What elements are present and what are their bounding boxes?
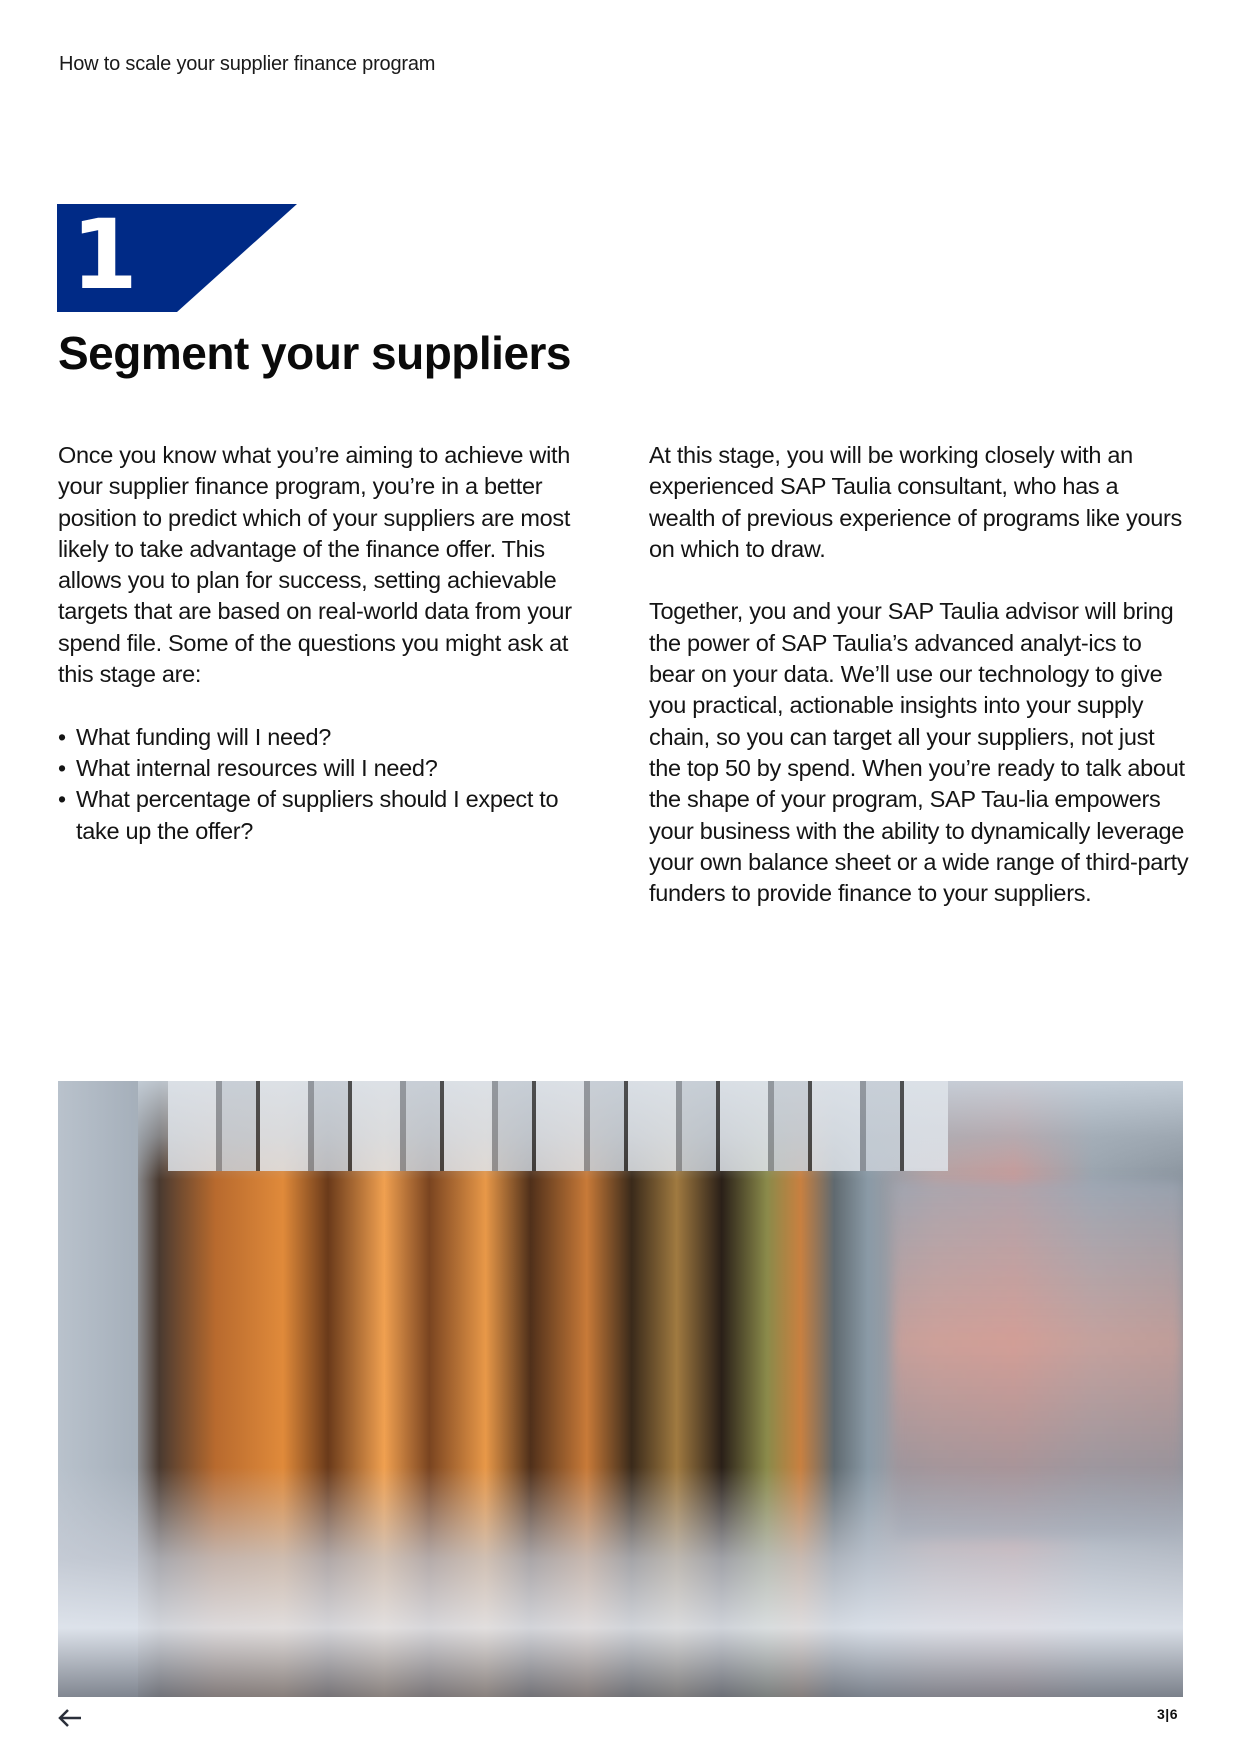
- right-column: [649, 440, 1189, 941]
- bullet-icon: •: [58, 754, 66, 781]
- list-item: [58, 753, 598, 784]
- list-item-text: What funding will I need?: [76, 723, 332, 750]
- bullet-icon: •: [58, 786, 66, 813]
- section-number-badge: [57, 199, 297, 312]
- arrow-left-icon[interactable]: [57, 1707, 83, 1729]
- left-column: [58, 440, 598, 847]
- photo-vial-caps: [168, 1081, 948, 1171]
- section-number: 1: [71, 199, 138, 311]
- list-item: [58, 784, 598, 847]
- bullet-icon: •: [58, 723, 66, 750]
- photo-rotary-base: [58, 1467, 1183, 1697]
- list-item: [58, 722, 598, 753]
- section-title: Segment your suppliers: [58, 327, 572, 379]
- running-header: How to scale your supplier finance program: [59, 53, 436, 75]
- list-item-text: What internal resources will I need?: [76, 754, 438, 781]
- consultant-paragraph: At this stage, you will be working closely with an experienced SAP Taulia consultant, who has a wealth of previous experience of programs like yours on which to draw.: [649, 442, 1183, 562]
- analytics-paragraph: Together, you and your SAP Taulia advisor will bring the power of SAP Taulia’s advanced analyt-ics to bear on your data. We’ll use our technology to give you practical, actionable insights into your supply chain, so you can target all your suppliers, not just the top 50 by spend. When you’re ready to talk about the shape of your program, SAP Tau-lia empowers your business with the ability to dynamically leverage your own balance sheet or a wide range of third-party funders to provide finance to your suppliers.: [649, 598, 1189, 907]
- page-indicator: 3|6: [1157, 1706, 1178, 1722]
- ampoule-production-photo: [58, 1081, 1183, 1697]
- list-item-text: What percentage of suppliers should I expect to take up the offer?: [76, 786, 559, 844]
- intro-paragraph: Once you know what you’re aiming to achieve with your supplier finance program, you’re in a better position to predict which of your suppliers are most likely to take advantage of the finance offer. This allows you to plan for success, setting achievable targets that are based on real-world data from your spend file. Some of the questions you might ask at this stage are:: [58, 442, 572, 688]
- question-list: [58, 722, 598, 847]
